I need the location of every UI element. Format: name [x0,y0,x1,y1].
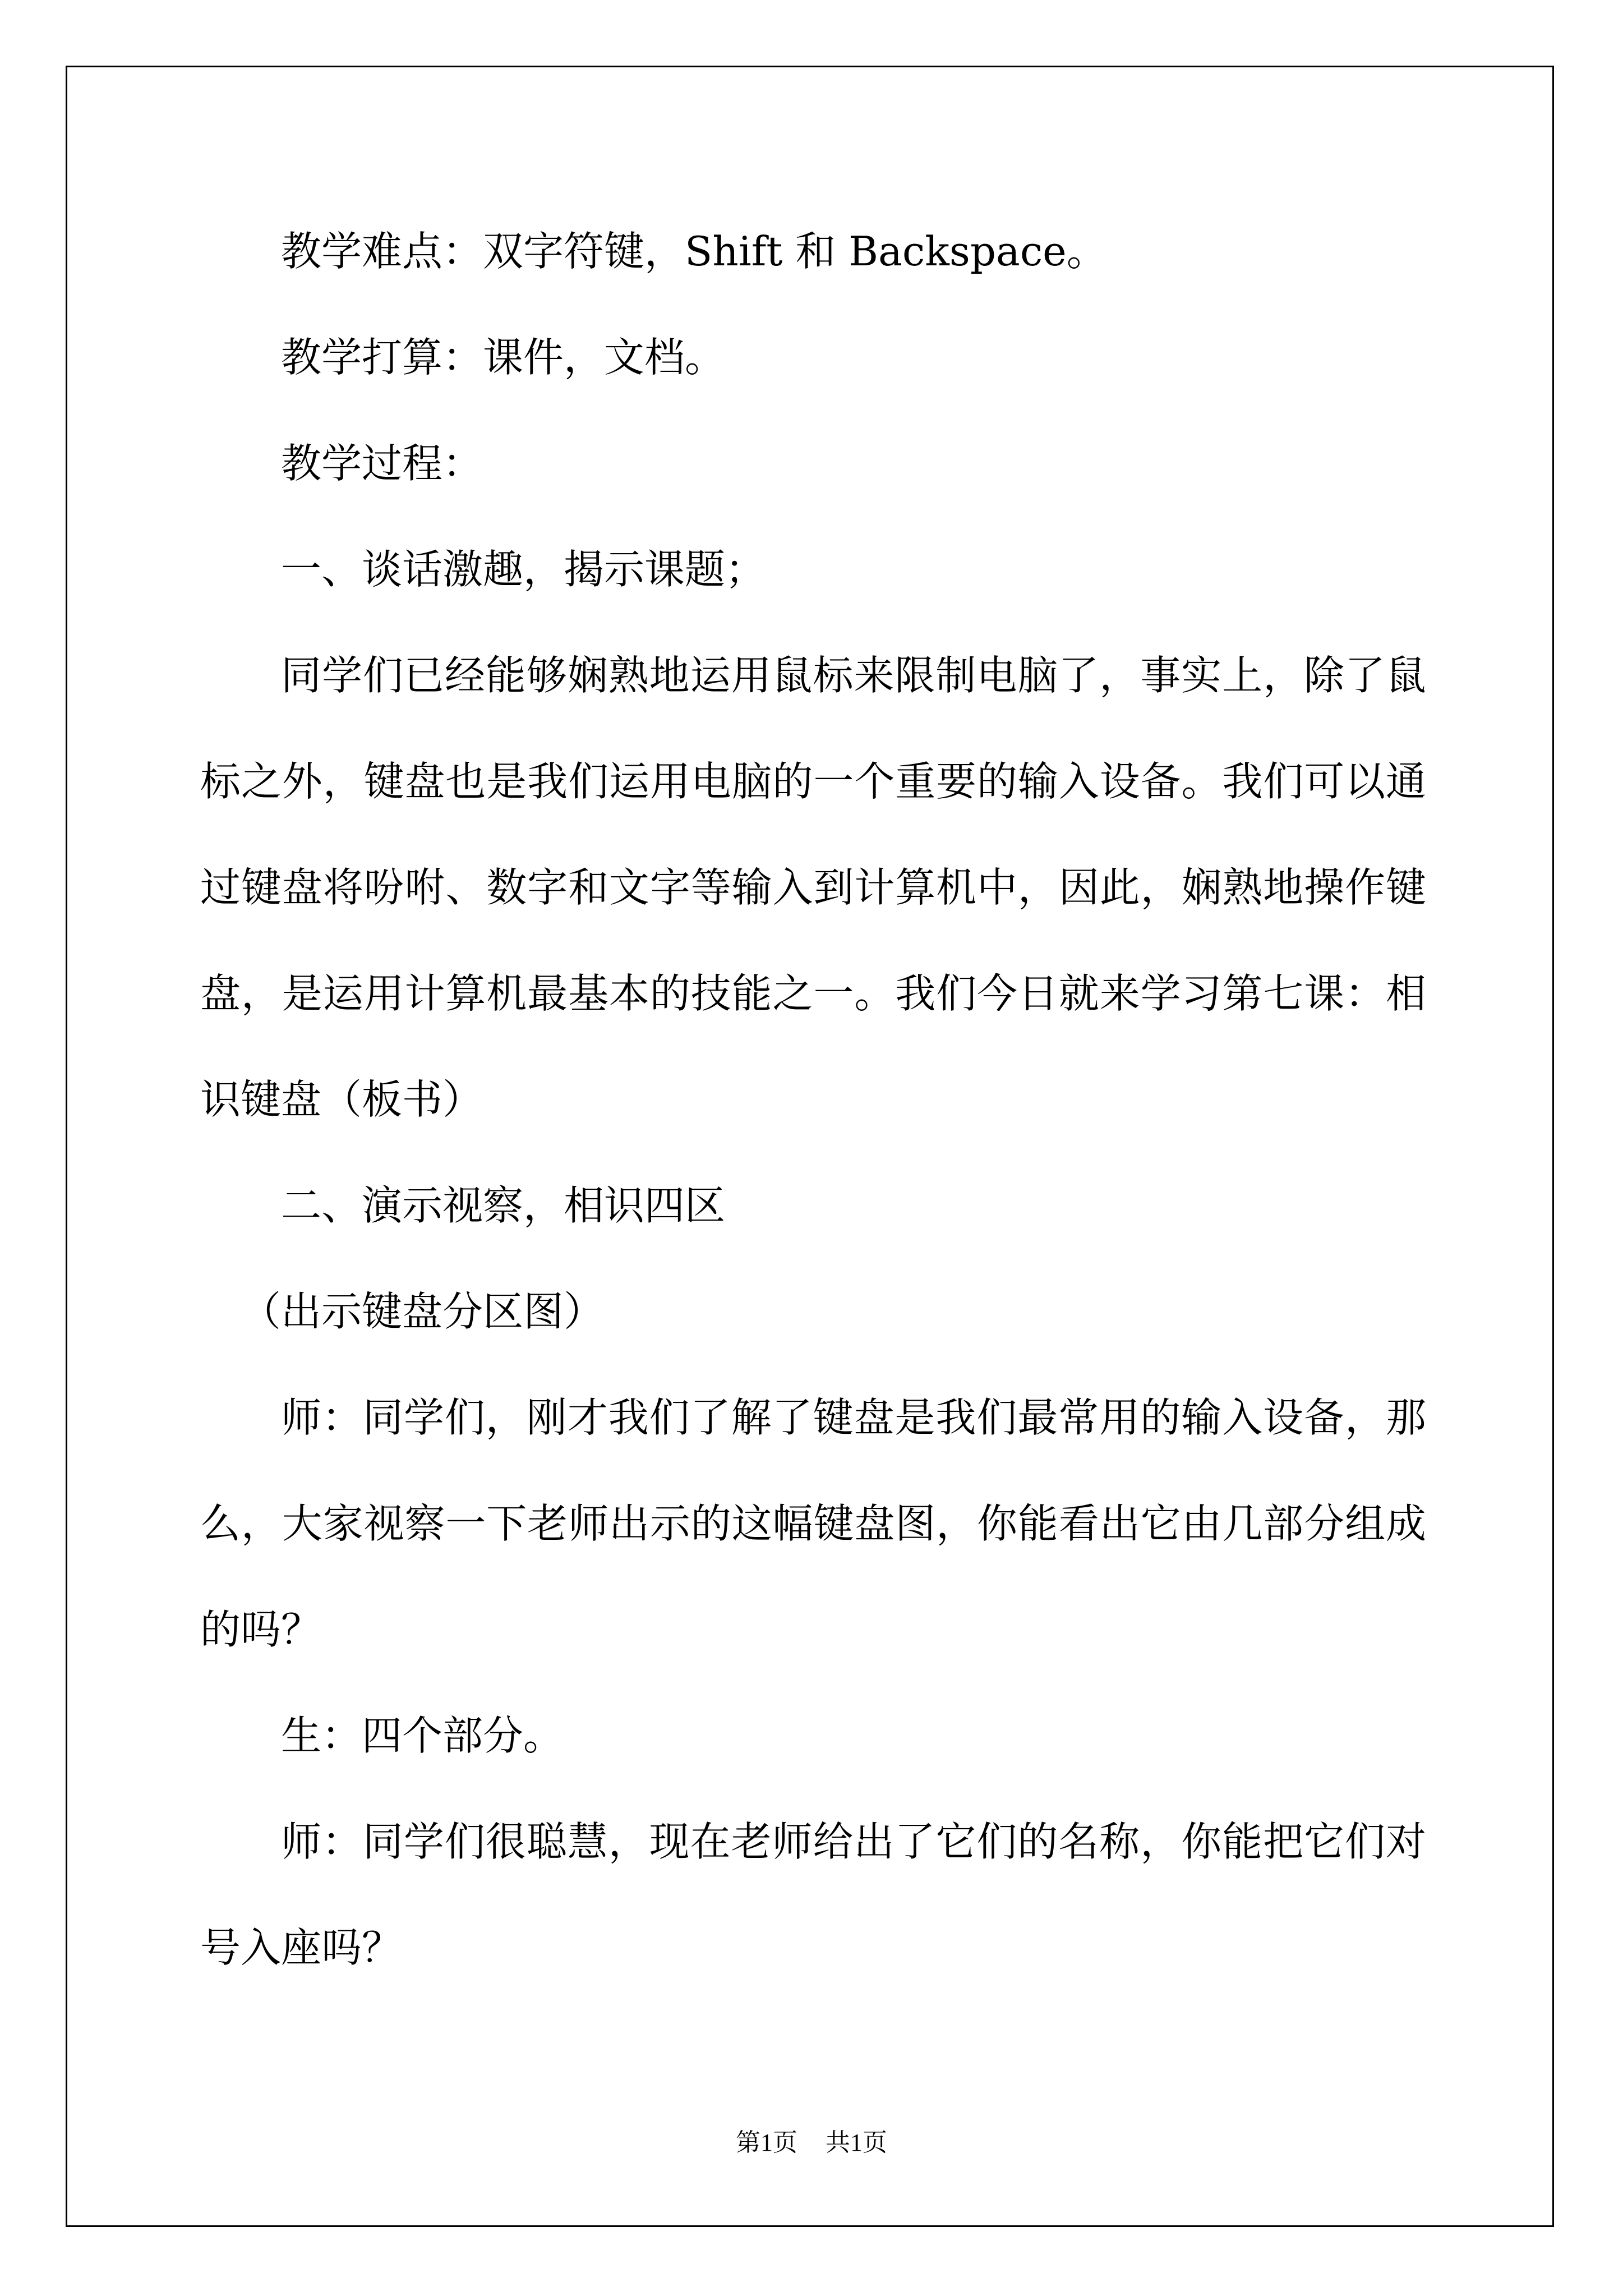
text-line: 么，大家视察一下老师出示的这幅键盘图，你能看出它由几部分组成 [200,1500,1426,1547]
text-line: 同学们已经能够娴熟地运用鼠标来限制电脑了，事实上，除了鼠 [281,652,1426,699]
text-line: 识键盘（板书） [200,1076,483,1123]
paragraph-stage-direction [200,1259,1426,1365]
paragraph-teacher-prompt [200,1789,1426,2001]
text-line: 一、谈话激趣，揭示课题； [281,546,766,593]
paragraph-teaching-preparation [200,305,1426,411]
paragraph-teacher-question [200,1365,1426,1683]
paragraph-student-answer [200,1683,1426,1789]
text-line: 教学过程： [281,440,483,487]
text-line: 过键盘将吩咐、数字和文字等输入到计算机中，因此，娴熟地操作键 [200,864,1426,911]
text-line: 师：同学们很聪慧，现在老师给出了它们的名称，你能把它们对 [281,1818,1426,1865]
section-heading-2 [200,1153,1426,1259]
document-body [200,199,1426,2001]
text-line: 盘，是运用计算机最基本的技能之一。我们今日就来学习第七课：相 [200,970,1426,1017]
section-heading-1 [200,517,1426,623]
text-line: 教学难点：双字符键，Shift 和 Backspace。 [281,228,1107,275]
page-number-current: 第1页 [736,2129,797,2156]
paragraph-introduction [200,623,1426,1153]
text-line: 的吗？ [200,1606,322,1653]
text-line: 标之外，键盘也是我们运用电脑的一个重要的输入设备。我们可以通 [200,758,1426,805]
paragraph-teaching-difficulty [200,199,1426,305]
text-line: 师：同学们，刚才我们了解了键盘是我们最常用的输入设备，那 [281,1394,1426,1441]
page-footer [0,2126,1623,2160]
text-line: 教学打算：课件，文档。 [281,334,726,381]
text-line: 号入座吗？ [200,1924,403,1971]
text-line: 二、演示视察，相识四区 [281,1182,726,1229]
page-number-total: 共1页 [826,2129,887,2156]
paragraph-teaching-process-heading [200,411,1426,517]
text-line: 生：四个部分。 [281,1712,564,1759]
text-line: （出示键盘分区图） [241,1288,605,1335]
